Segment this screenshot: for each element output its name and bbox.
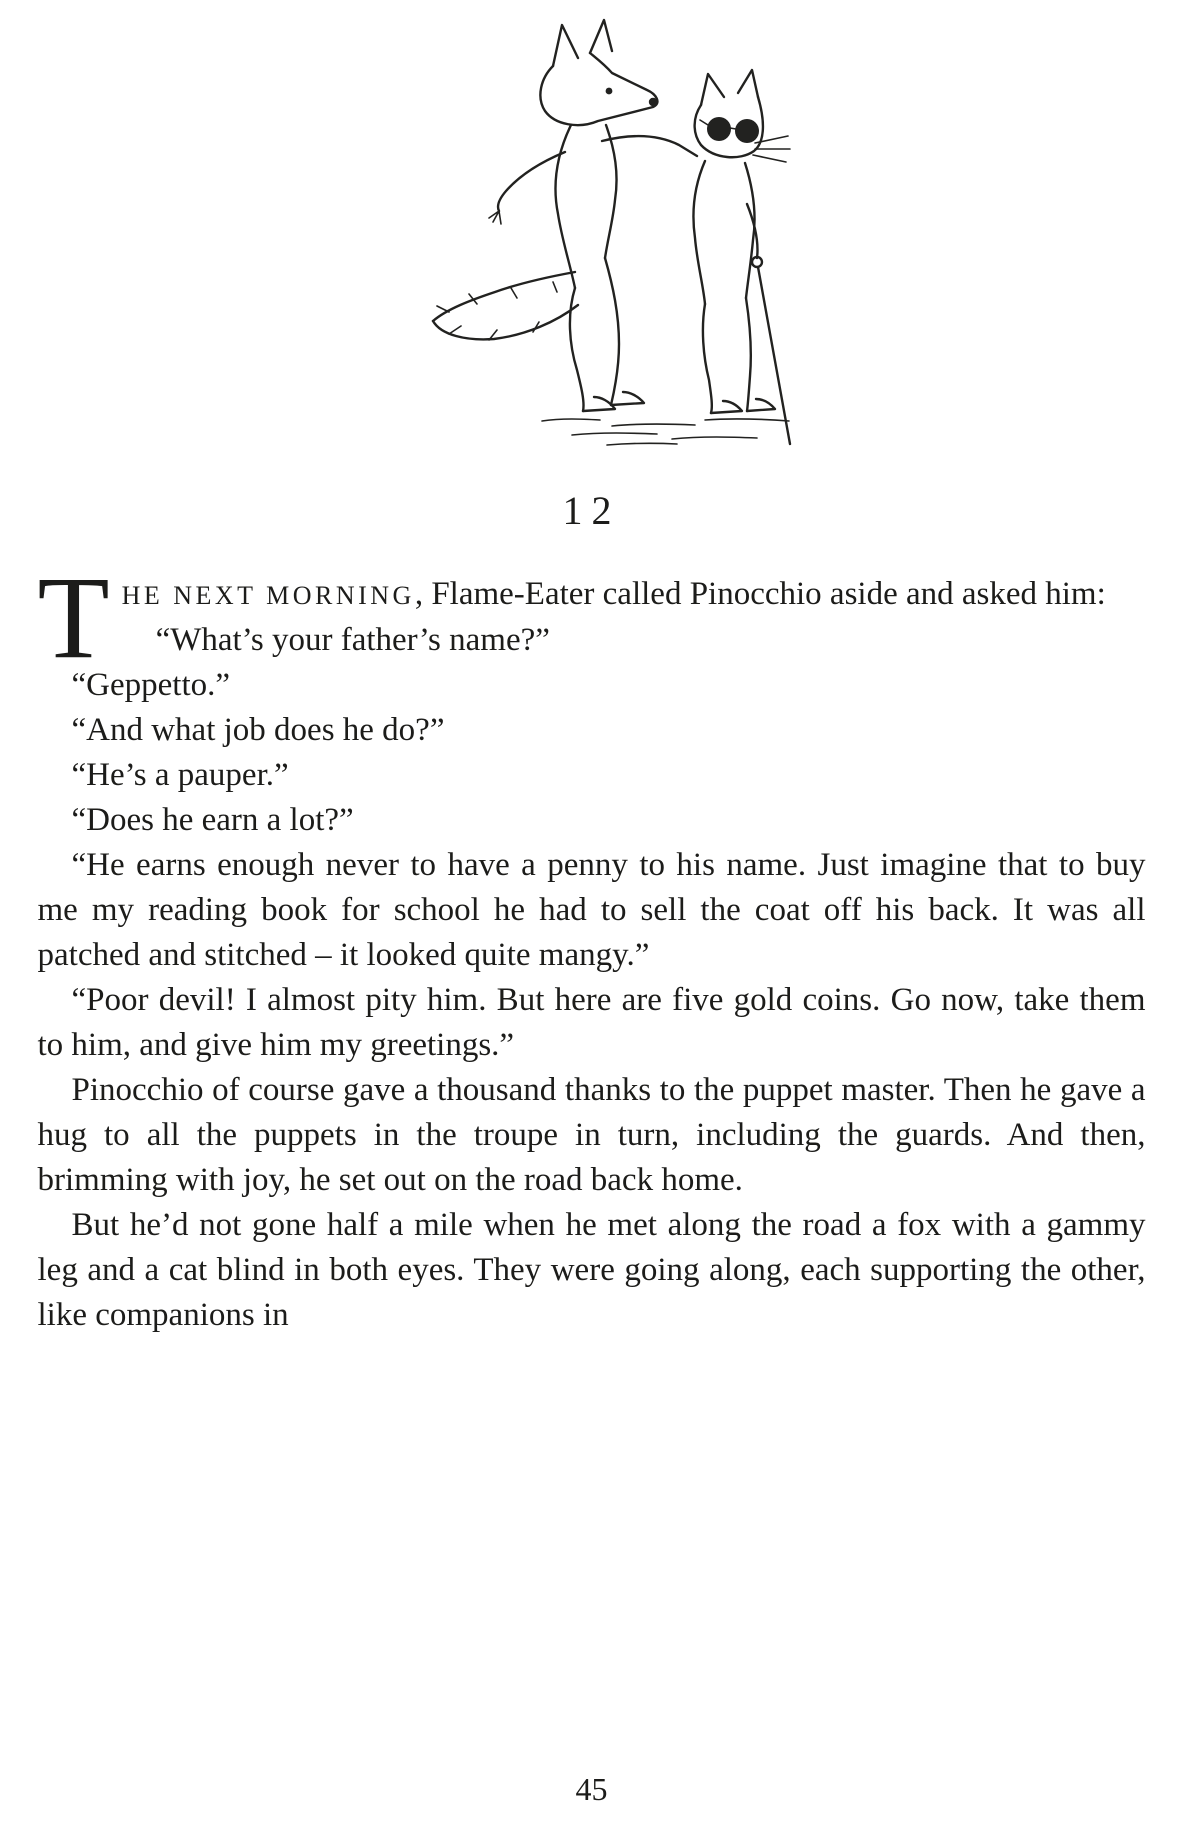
paragraph: “He earns enough never to have a penny to his name. Just imagine that to buy me my reading book for school he had to sell the coat off his back. It was all patched and stitched – it looked quite mangy.” [37,847,1146,973]
paragraph: “And what job does he do?” [71,712,445,748]
paragraph: “Poor devil! I almost pity him. But here are five gold coins. Go now, take them to him, and give him my greetings.” [37,982,1146,1063]
chapter-number: 12 [562,488,621,533]
paragraph: “Does he earn a lot?” [71,802,354,838]
paragraph: “Geppetto.” [71,667,231,703]
fox-and-cat-drawing [357,12,827,452]
paragraph: Pinocchio of course gave a thousand thanks to the puppet master. Then he gave a hug to all the puppets in the troupe in turn, including the guards. And then, brimming with joy, he set out on the road back home. [37,1072,1146,1198]
fox-and-cat-illustration [0,0,1183,445]
page-number: 45 [575,1771,608,1807]
paragraph: “What’s your father’s name?” [155,622,550,658]
body-text [37,552,1146,1338]
cane [758,267,790,444]
opening-rest: , Flame-Eater called Pinocchio aside and asked him: [414,576,1106,612]
fox-figure [433,20,697,411]
paragraph: But he’d not gone half a mile when he met along the road a fox with a gammy leg and a cat blind in both eyes. They were going along, each supporting the other, like companions in [37,1207,1146,1333]
dark-glasses-icon [707,117,731,141]
paragraph: “He’s a pauper.” [71,757,289,793]
drop-cap: T [37,552,110,683]
paragraphs-container [38,618,1146,1338]
ground-shading [542,419,789,445]
opening-small-caps: HE NEXT MORNING [121,581,415,610]
